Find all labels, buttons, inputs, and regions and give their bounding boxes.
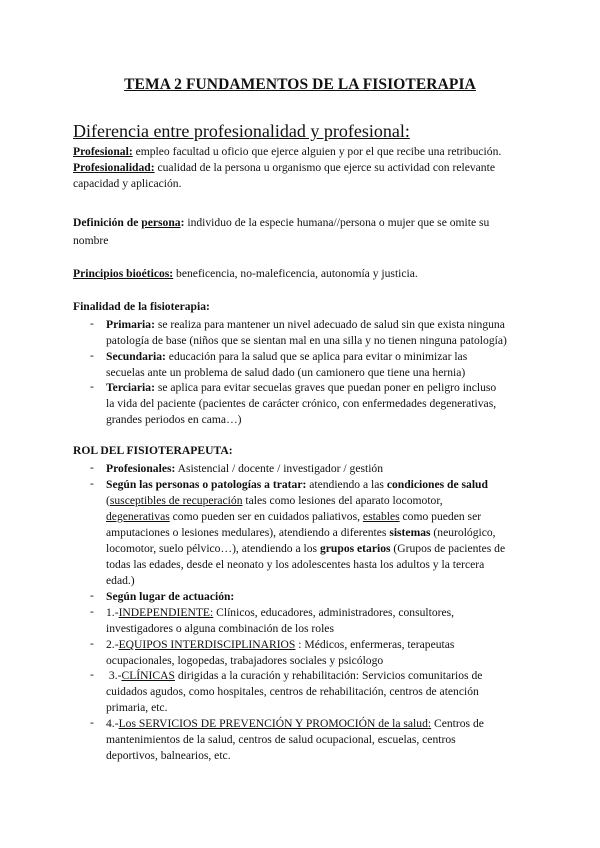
section-heading-diferencia: Diferencia entre profesionalidad y profesional: — [73, 121, 410, 141]
principios-bioeticos — [73, 266, 418, 282]
item-text: (neurológico, — [430, 526, 496, 539]
list-item-profesionales — [106, 461, 536, 477]
item-text: primaria, etc. — [106, 701, 168, 714]
item-text: ( — [106, 494, 110, 507]
item-text: ocupacionales, logopedas, trabajadores sociales y psicólogo — [106, 654, 384, 667]
list-item-equipos — [106, 637, 536, 669]
section-heading-rol: ROL DEL FISIOTERAPEUTA: — [73, 444, 233, 457]
definition-text: cualidad de la persona u organismo que ejerce su actividad con relevante — [154, 161, 495, 174]
item-text: edad.) — [106, 574, 135, 587]
item-prefix: 1.- — [106, 606, 119, 619]
definition-persona — [73, 215, 489, 231]
item-prefix: 4.- — [106, 717, 119, 730]
item-text: patología de base (niños que se sientan mal en una silla y no tienen ninguna patología) — [106, 334, 507, 347]
section-heading-finalidad: Finalidad de la fisioterapia: — [73, 300, 210, 313]
item-text: todas las edades, desde el neonato y los adolescentes hasta los adultos y la tercera — [106, 558, 485, 571]
bullet-dash: - — [90, 605, 94, 618]
term-segun-personas: Según las personas o patologías a tratar: — [106, 478, 307, 491]
term-primaria: Primaria: — [106, 318, 155, 331]
item-text: : Médicos, enfermeras, terapeutas — [295, 638, 455, 651]
list-item-secundaria — [106, 349, 536, 381]
item-text: cuidados agudos, como hospitales, centros de rehabilitación, centros de atención — [106, 685, 479, 698]
item-bold: sistemas — [389, 526, 431, 539]
term-segun-lugar: Según lugar de actuación: — [106, 590, 235, 603]
list-item-primaria — [106, 317, 536, 349]
item-prefix: 3.- — [106, 669, 122, 682]
item-underline: INDEPENDIENTE: — [118, 606, 214, 619]
item-text: la vida del paciente (pacientes de carácter crónico, con enfermedades degenerativas, — [106, 397, 497, 410]
list-item-clinicas — [106, 668, 536, 716]
item-text: tales como lesiones del aparato locomotor, — [242, 494, 443, 507]
bullet-dash: - — [90, 668, 94, 681]
definition-profesional — [73, 144, 501, 160]
item-text: atendiendo a las — [306, 478, 387, 491]
item-underline: Los SERVICIOS DE PREVENCIÓN Y PROMOCIÓN de la salud: — [118, 717, 432, 730]
item-text: Clínicos, educadores, administradores, consultores, — [213, 606, 455, 619]
item-text: amputaciones o lesiones medulares), atendiendo a diferentes — [106, 526, 390, 539]
list-item-segun-lugar — [106, 589, 536, 605]
list-item-independiente — [106, 605, 536, 637]
item-text: se aplica para evitar secuelas graves que puedan poner en peligro incluso — [154, 381, 497, 394]
term-profesional: Profesional: — [73, 145, 133, 158]
bullet-dash: - — [90, 637, 94, 650]
item-text: dirigidas a la curación y rehabilitación: Servicios comunitarios de — [174, 669, 483, 682]
item-text: educación para la salud que se aplica para evitar o minimizar las — [165, 350, 468, 363]
definition-profesionalidad — [73, 160, 495, 176]
bullet-dash: - — [90, 380, 94, 393]
term-persona: persona — [141, 216, 181, 229]
term-persona-suffix: : — [180, 216, 185, 229]
term-terciaria: Terciaria: — [106, 381, 155, 394]
item-text: grandes periodos en cama…) — [106, 413, 242, 426]
item-text: investigadores o alguna combinación de los roles — [106, 622, 334, 635]
definition-text-continued: nombre — [73, 234, 109, 247]
definition-text: individuo de la especie humana//persona o mujer que se omite su — [184, 216, 490, 229]
definition-text: empleo facultad u oficio que ejerce alguien y por el que recibe una retribución. — [132, 145, 502, 158]
term-profesionales: Profesionales: — [106, 462, 176, 475]
bullet-dash: - — [90, 349, 94, 362]
bullet-dash: - — [90, 716, 94, 729]
item-text: locomotor, suelo pélvico…), atendiendo a los — [106, 542, 320, 555]
bullet-dash: - — [90, 589, 94, 602]
item-text: como pueden ser — [399, 510, 482, 523]
item-bold: condiciones de salud — [386, 478, 488, 491]
item-text: (Grupos de pacientes de — [390, 542, 506, 555]
list-item-segun-personas — [106, 477, 536, 589]
term-persona-prefix: Definición de — [73, 216, 142, 229]
item-text: Centros de — [431, 717, 484, 730]
term-secundaria: Secundaria: — [106, 350, 166, 363]
item-underline: degenerativas — [106, 510, 170, 523]
item-text: deportivos, balnearios, etc. — [106, 749, 231, 762]
item-text: mantenimientos de la salud, centros de salud ocupacional, escuelas, centros — [106, 733, 456, 746]
bullet-dash: - — [90, 461, 94, 474]
item-underline: susceptibles de recuperación — [109, 494, 243, 507]
bullet-dash: - — [90, 477, 94, 490]
document-title: TEMA 2 FUNDAMENTOS DE LA FISIOTERAPIA — [124, 76, 476, 93]
item-bold: grupos etarios — [319, 542, 391, 555]
bullet-dash: - — [90, 317, 94, 330]
item-text: secuelas ante un problema de salud dado (un camionero que tiene una hernia) — [106, 366, 466, 379]
list-item-terciaria — [106, 380, 536, 428]
definition-text: beneficencia, no-maleficencia, autonomía y justicia. — [173, 267, 418, 280]
item-text: como pueden ser en cuidados paliativos, — [169, 510, 363, 523]
item-underline: EQUIPOS INTERDISCIPLINARIOS — [118, 638, 296, 651]
definition-text-continued: capacidad y aplicación. — [73, 177, 182, 190]
term-principios: Principios bioéticos: — [73, 267, 174, 280]
term-profesionalidad: Profesionalidad: — [73, 161, 155, 174]
item-text: Asistencial / docente / investigador / gestión — [175, 462, 384, 475]
list-item-servicios — [106, 716, 536, 764]
item-text: se realiza para mantener un nivel adecuado de salud sin que exista ninguna — [154, 318, 505, 331]
item-underline: estables — [362, 510, 400, 523]
item-underline: CLÍNICAS — [121, 669, 175, 682]
item-prefix: 2.- — [106, 638, 119, 651]
